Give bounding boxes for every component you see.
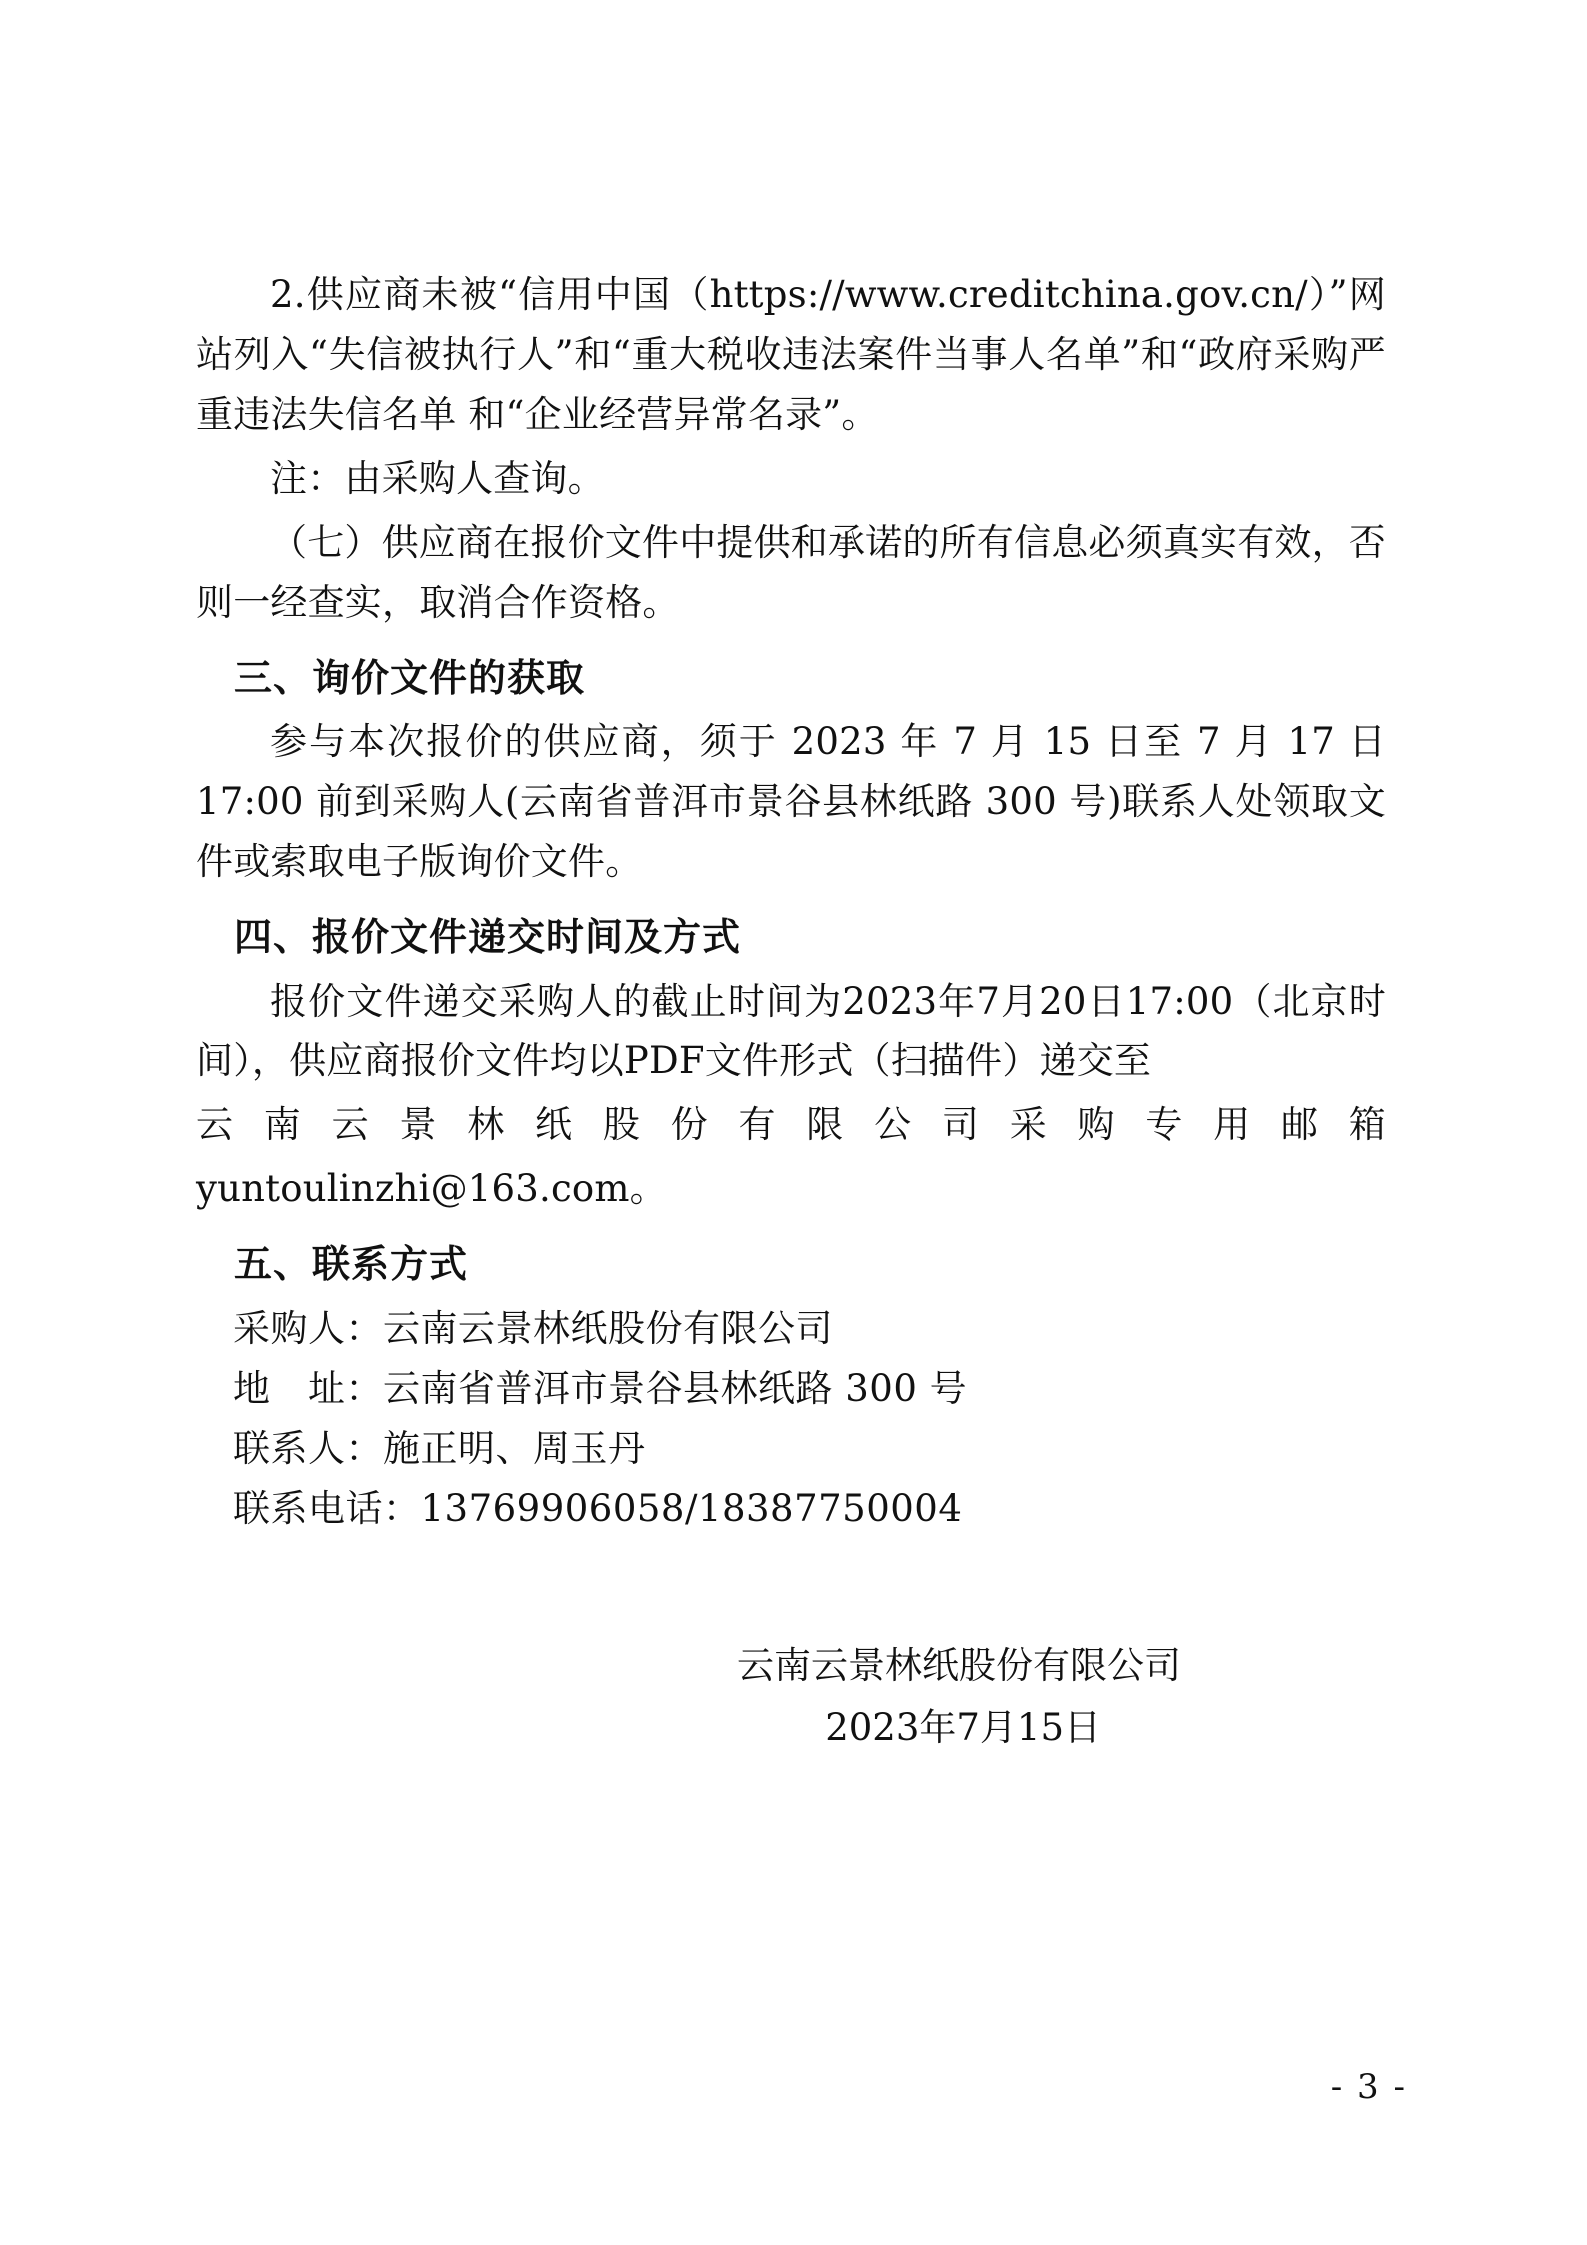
contact-buyer-label: 采购人：: [233, 1306, 383, 1350]
paragraph-note: 注：由采购人查询。: [270, 456, 605, 500]
contact-person-label: 联系人：: [233, 1426, 383, 1470]
contact-address: [196, 1359, 1386, 1419]
heading-section-four: 四、报价文件递交时间及方式: [234, 913, 742, 959]
document-body: [196, 265, 1386, 1760]
contact-person-value: 施正明、周玉丹: [383, 1426, 646, 1470]
signature-company: 云南云景林纸股份有限公司: [737, 1643, 1181, 1687]
page-number: - 3 -: [1330, 2067, 1407, 2107]
contact-phone-value: 13769906058/18387750004: [420, 1486, 963, 1530]
contact-buyer-value: 云南云景林纸股份有限公司: [383, 1306, 833, 1350]
paragraph-credit-china: 2.供应商未被“信用中国（https://www.creditchina.gov.cn/）”网站列入“失信被执行人”和“重大税收违法案件当事人名单”和“政府采购严重违法失信名单 和“企业经营异常名录”。: [196, 273, 1386, 436]
contact-phone-label: 联系电话：: [233, 1486, 421, 1530]
paragraph-item-seven: （七）供应商在报价文件中提供和承诺的所有信息必须真实有效，否则一经查实，取消合作资格。: [196, 520, 1386, 624]
heading-section-three: 三、询价文件的获取: [234, 654, 586, 700]
contact-address-label: 地 址：: [233, 1366, 383, 1410]
paragraph-section-three: 参与本次报价的供应商，须于 2023 年 7 月 15 日至 7 月 17 日 17:00 前到采购人(云南省普洱市景谷县林纸路 300 号)联系人处领取文件或索取电子版询价文件。: [196, 720, 1386, 884]
signature-date: 2023年7月15日: [825, 1706, 1101, 1750]
paragraph-section-four-line1: 报价文件递交采购人的截止时间为2023年7月20日17:00（北京时间），供应商报价文件均以PDF文件形式（扫描件）递交至: [196, 979, 1386, 1083]
contact-phone: [196, 1479, 1386, 1539]
paragraph-section-four-line2: 云南云景林纸股份有限公司采购专用邮箱: [196, 1103, 1386, 1147]
contact-person: [196, 1419, 1386, 1479]
contact-buyer: [196, 1299, 1386, 1359]
contact-address-value: 云南省普洱市景谷县林纸路 300 号: [383, 1366, 968, 1410]
paragraph-section-four-line3: yuntoulinzhi@163.com。: [196, 1167, 667, 1211]
heading-section-five: 五、联系方式: [234, 1241, 469, 1287]
